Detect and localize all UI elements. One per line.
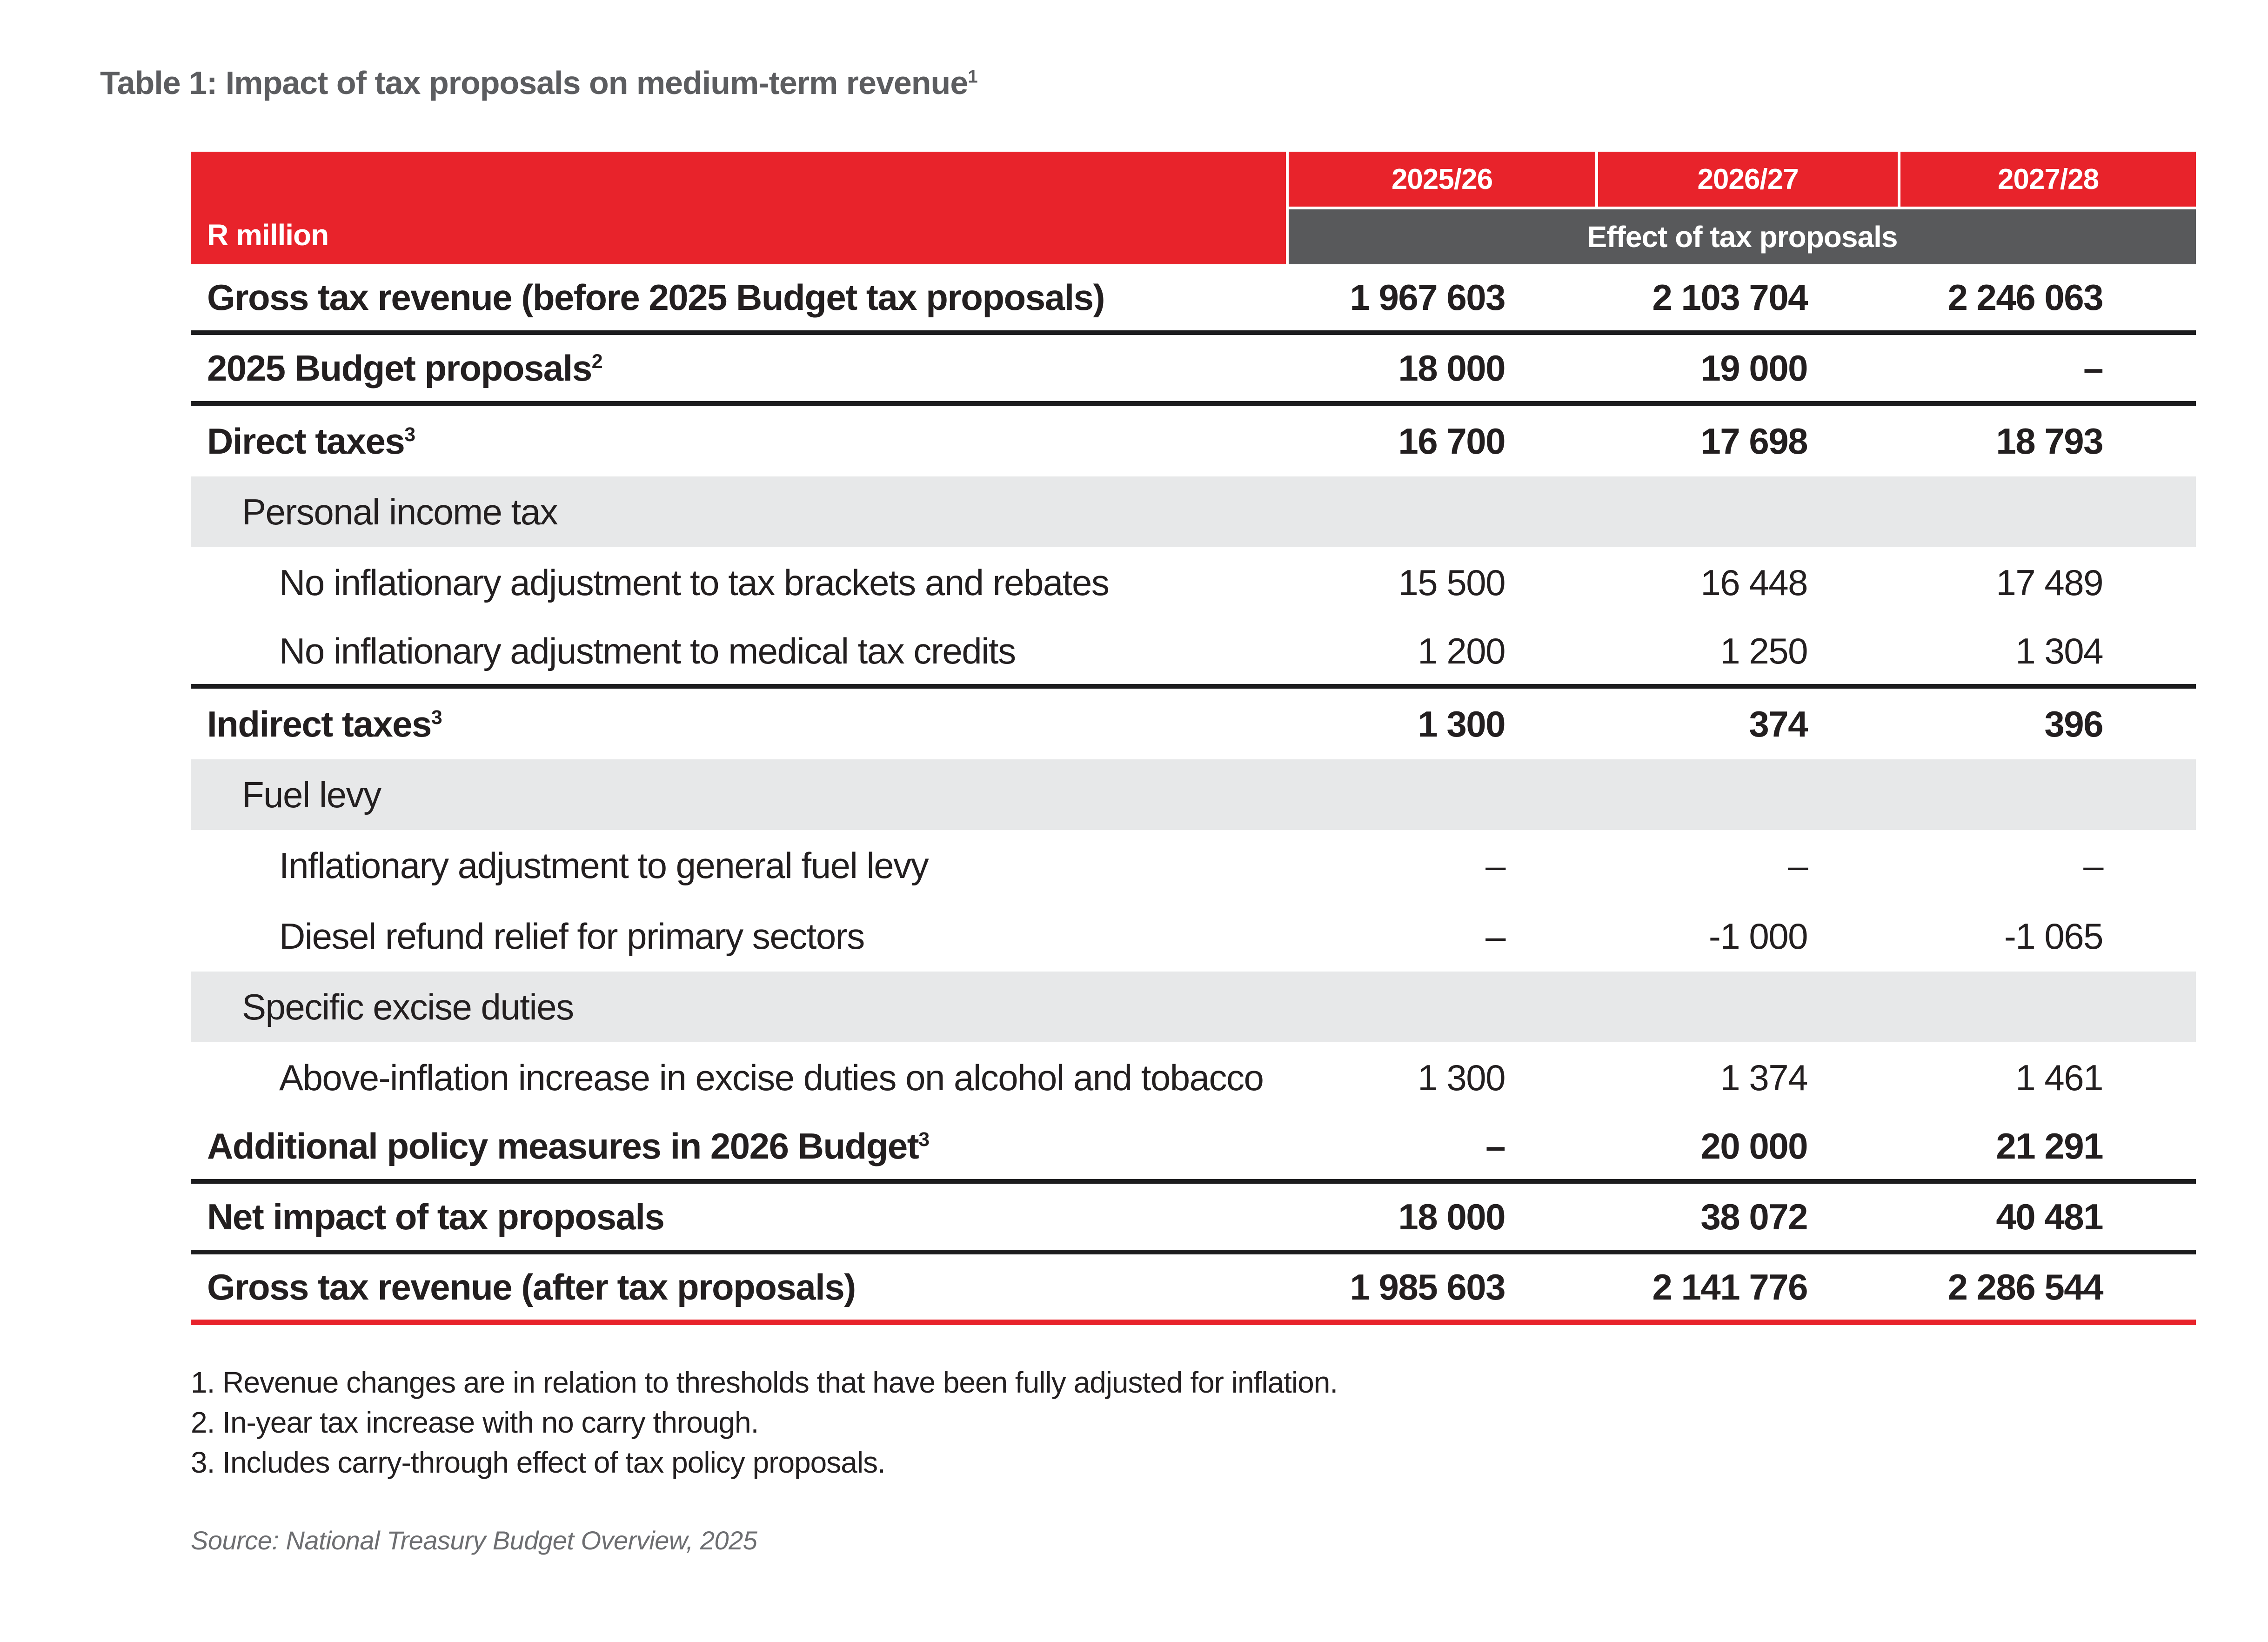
- row-label-text: Direct taxes: [207, 420, 405, 462]
- row-value: 2 141 776: [1652, 1266, 1807, 1307]
- row-label-text: Inflationary adjustment to general fuel levy: [279, 844, 929, 886]
- table-header: [191, 152, 2196, 264]
- row-value: 1 200: [1418, 630, 1505, 671]
- table-row-no-adjustment-brackets: [191, 547, 2196, 618]
- row-label-superscript: 2: [591, 350, 602, 373]
- row-label: [191, 986, 1289, 1028]
- row-value: 396: [2044, 703, 2103, 744]
- column-header-2025-26: 2025/26: [1289, 152, 1595, 207]
- table-row-gross-after: [191, 1254, 2196, 1325]
- row-label-text: Above-inflation increase in excise duties on alcohol and tobacco: [279, 1057, 1264, 1098]
- table-row-personal-income-tax: [191, 476, 2196, 547]
- row-label: [191, 420, 1289, 462]
- row-value: 1 300: [1418, 1057, 1505, 1098]
- table-row-2025-budget-proposals: [191, 335, 2196, 406]
- row-value: 2 286 544: [1947, 1266, 2103, 1307]
- footnotes: [191, 1362, 1338, 1482]
- row-value: 18 000: [1398, 347, 1505, 389]
- row-value: 2 103 704: [1652, 276, 1807, 318]
- row-value: 1 461: [2015, 1057, 2103, 1098]
- row-value: –: [1485, 1125, 1505, 1166]
- row-label-text: No inflationary adjustment to tax brackets and rebates: [279, 562, 1109, 603]
- row-label-superscript: 3: [918, 1128, 929, 1151]
- table-row-diesel-refund: [191, 901, 2196, 972]
- row-value: 2 246 063: [1947, 276, 2103, 318]
- table-row-inflationary-fuel-levy: [191, 830, 2196, 901]
- table-row-fuel-levy: [191, 759, 2196, 830]
- row-value: –: [1485, 844, 1505, 886]
- row-label: [191, 347, 1289, 389]
- row-value: 1 374: [1720, 1057, 1807, 1098]
- row-label: [191, 703, 1289, 745]
- column-header-2026-27: 2026/27: [1598, 152, 1898, 207]
- row-value: 17 698: [1700, 420, 1807, 462]
- row-label: [191, 915, 1289, 958]
- row-label: [191, 844, 1289, 887]
- tax-proposals-table: [191, 152, 2196, 1325]
- row-value: 19 000: [1700, 347, 1807, 389]
- page-title-superscript: 1: [968, 67, 977, 87]
- table-row-indirect-taxes: [191, 689, 2196, 759]
- unit-label: R million: [207, 218, 329, 252]
- row-value: –: [2083, 347, 2103, 389]
- row-label-text: Fuel levy: [242, 774, 381, 815]
- row-value: 40 481: [1996, 1196, 2103, 1237]
- row-value: 16 700: [1398, 420, 1505, 462]
- row-label-text: Personal income tax: [242, 491, 558, 532]
- row-label-superscript: 3: [431, 706, 442, 729]
- effect-of-tax-proposals-header: Effect of tax proposals: [1289, 209, 2196, 264]
- row-value: –: [1788, 844, 1807, 886]
- row-label-text: 2025 Budget proposals: [207, 347, 592, 389]
- table-row-net-impact: [191, 1184, 2196, 1254]
- row-value: 20 000: [1700, 1125, 1807, 1166]
- row-label-text: Indirect taxes: [207, 703, 431, 744]
- table-row-above-inflation-excise: [191, 1042, 2196, 1113]
- column-header-2027-28: 2027/28: [1900, 152, 2196, 207]
- row-label-text: Additional policy measures in 2026 Budget: [207, 1125, 919, 1166]
- row-label: [191, 276, 1289, 319]
- row-label-superscript: 3: [404, 423, 415, 446]
- row-label-text: Diesel refund relief for primary sectors: [279, 915, 864, 957]
- row-value: 1 300: [1418, 703, 1505, 744]
- row-value: 1 304: [2015, 630, 2103, 671]
- row-value: –: [2083, 844, 2103, 886]
- source-note: Source: National Treasury Budget Overview, 2025: [191, 1526, 757, 1555]
- footnote-3: 3. Includes carry-through effect of tax policy proposals.: [191, 1446, 885, 1479]
- unit-label-cell: [191, 152, 1286, 264]
- row-label: [191, 1057, 1289, 1099]
- row-value: 18 000: [1398, 1196, 1505, 1237]
- row-label: [191, 1125, 1289, 1167]
- row-value: 21 291: [1996, 1125, 2103, 1166]
- row-value: -1 065: [2004, 915, 2103, 957]
- row-label: [191, 1266, 1289, 1308]
- table-row-additional-policy-measures: [191, 1113, 2196, 1184]
- row-value: 15 500: [1398, 562, 1505, 603]
- row-value: 18 793: [1996, 420, 2103, 462]
- footnote-2: 2. In-year tax increase with no carry through.: [191, 1406, 759, 1439]
- row-label-text: No inflationary adjustment to medical tax credits: [279, 630, 1016, 671]
- row-value: 17 489: [1996, 562, 2103, 603]
- row-value: 1 985 603: [1350, 1266, 1505, 1307]
- row-label-text: Net impact of tax proposals: [207, 1196, 664, 1237]
- row-label: [191, 1196, 1289, 1238]
- row-label-text: Gross tax revenue (after tax proposals): [207, 1266, 856, 1307]
- row-label-text: Gross tax revenue (before 2025 Budget tax proposals): [207, 276, 1104, 318]
- table-row-direct-taxes: [191, 406, 2196, 476]
- row-value: -1 000: [1708, 915, 1807, 957]
- page-title-text: Table 1: Impact of tax proposals on medium-term revenue: [100, 65, 968, 101]
- table-row-gross-before: [191, 264, 2196, 335]
- row-value: 38 072: [1700, 1196, 1807, 1237]
- footnote-1: 1. Revenue changes are in relation to thresholds that have been fully adjusted for inflation.: [191, 1366, 1338, 1399]
- page-title: [100, 64, 977, 101]
- row-label: [191, 630, 1289, 672]
- table-row-no-adjustment-medical: [191, 618, 2196, 689]
- row-value: 16 448: [1700, 562, 1807, 603]
- row-value: –: [1485, 915, 1505, 957]
- row-label: [191, 774, 1289, 816]
- row-value: 374: [1749, 703, 1807, 744]
- row-value: 1 967 603: [1350, 276, 1505, 318]
- row-label: [191, 491, 1289, 533]
- row-label-text: Specific excise duties: [242, 986, 574, 1027]
- row-label: [191, 562, 1289, 604]
- row-value: 1 250: [1720, 630, 1807, 671]
- table-row-specific-excise-duties: [191, 972, 2196, 1042]
